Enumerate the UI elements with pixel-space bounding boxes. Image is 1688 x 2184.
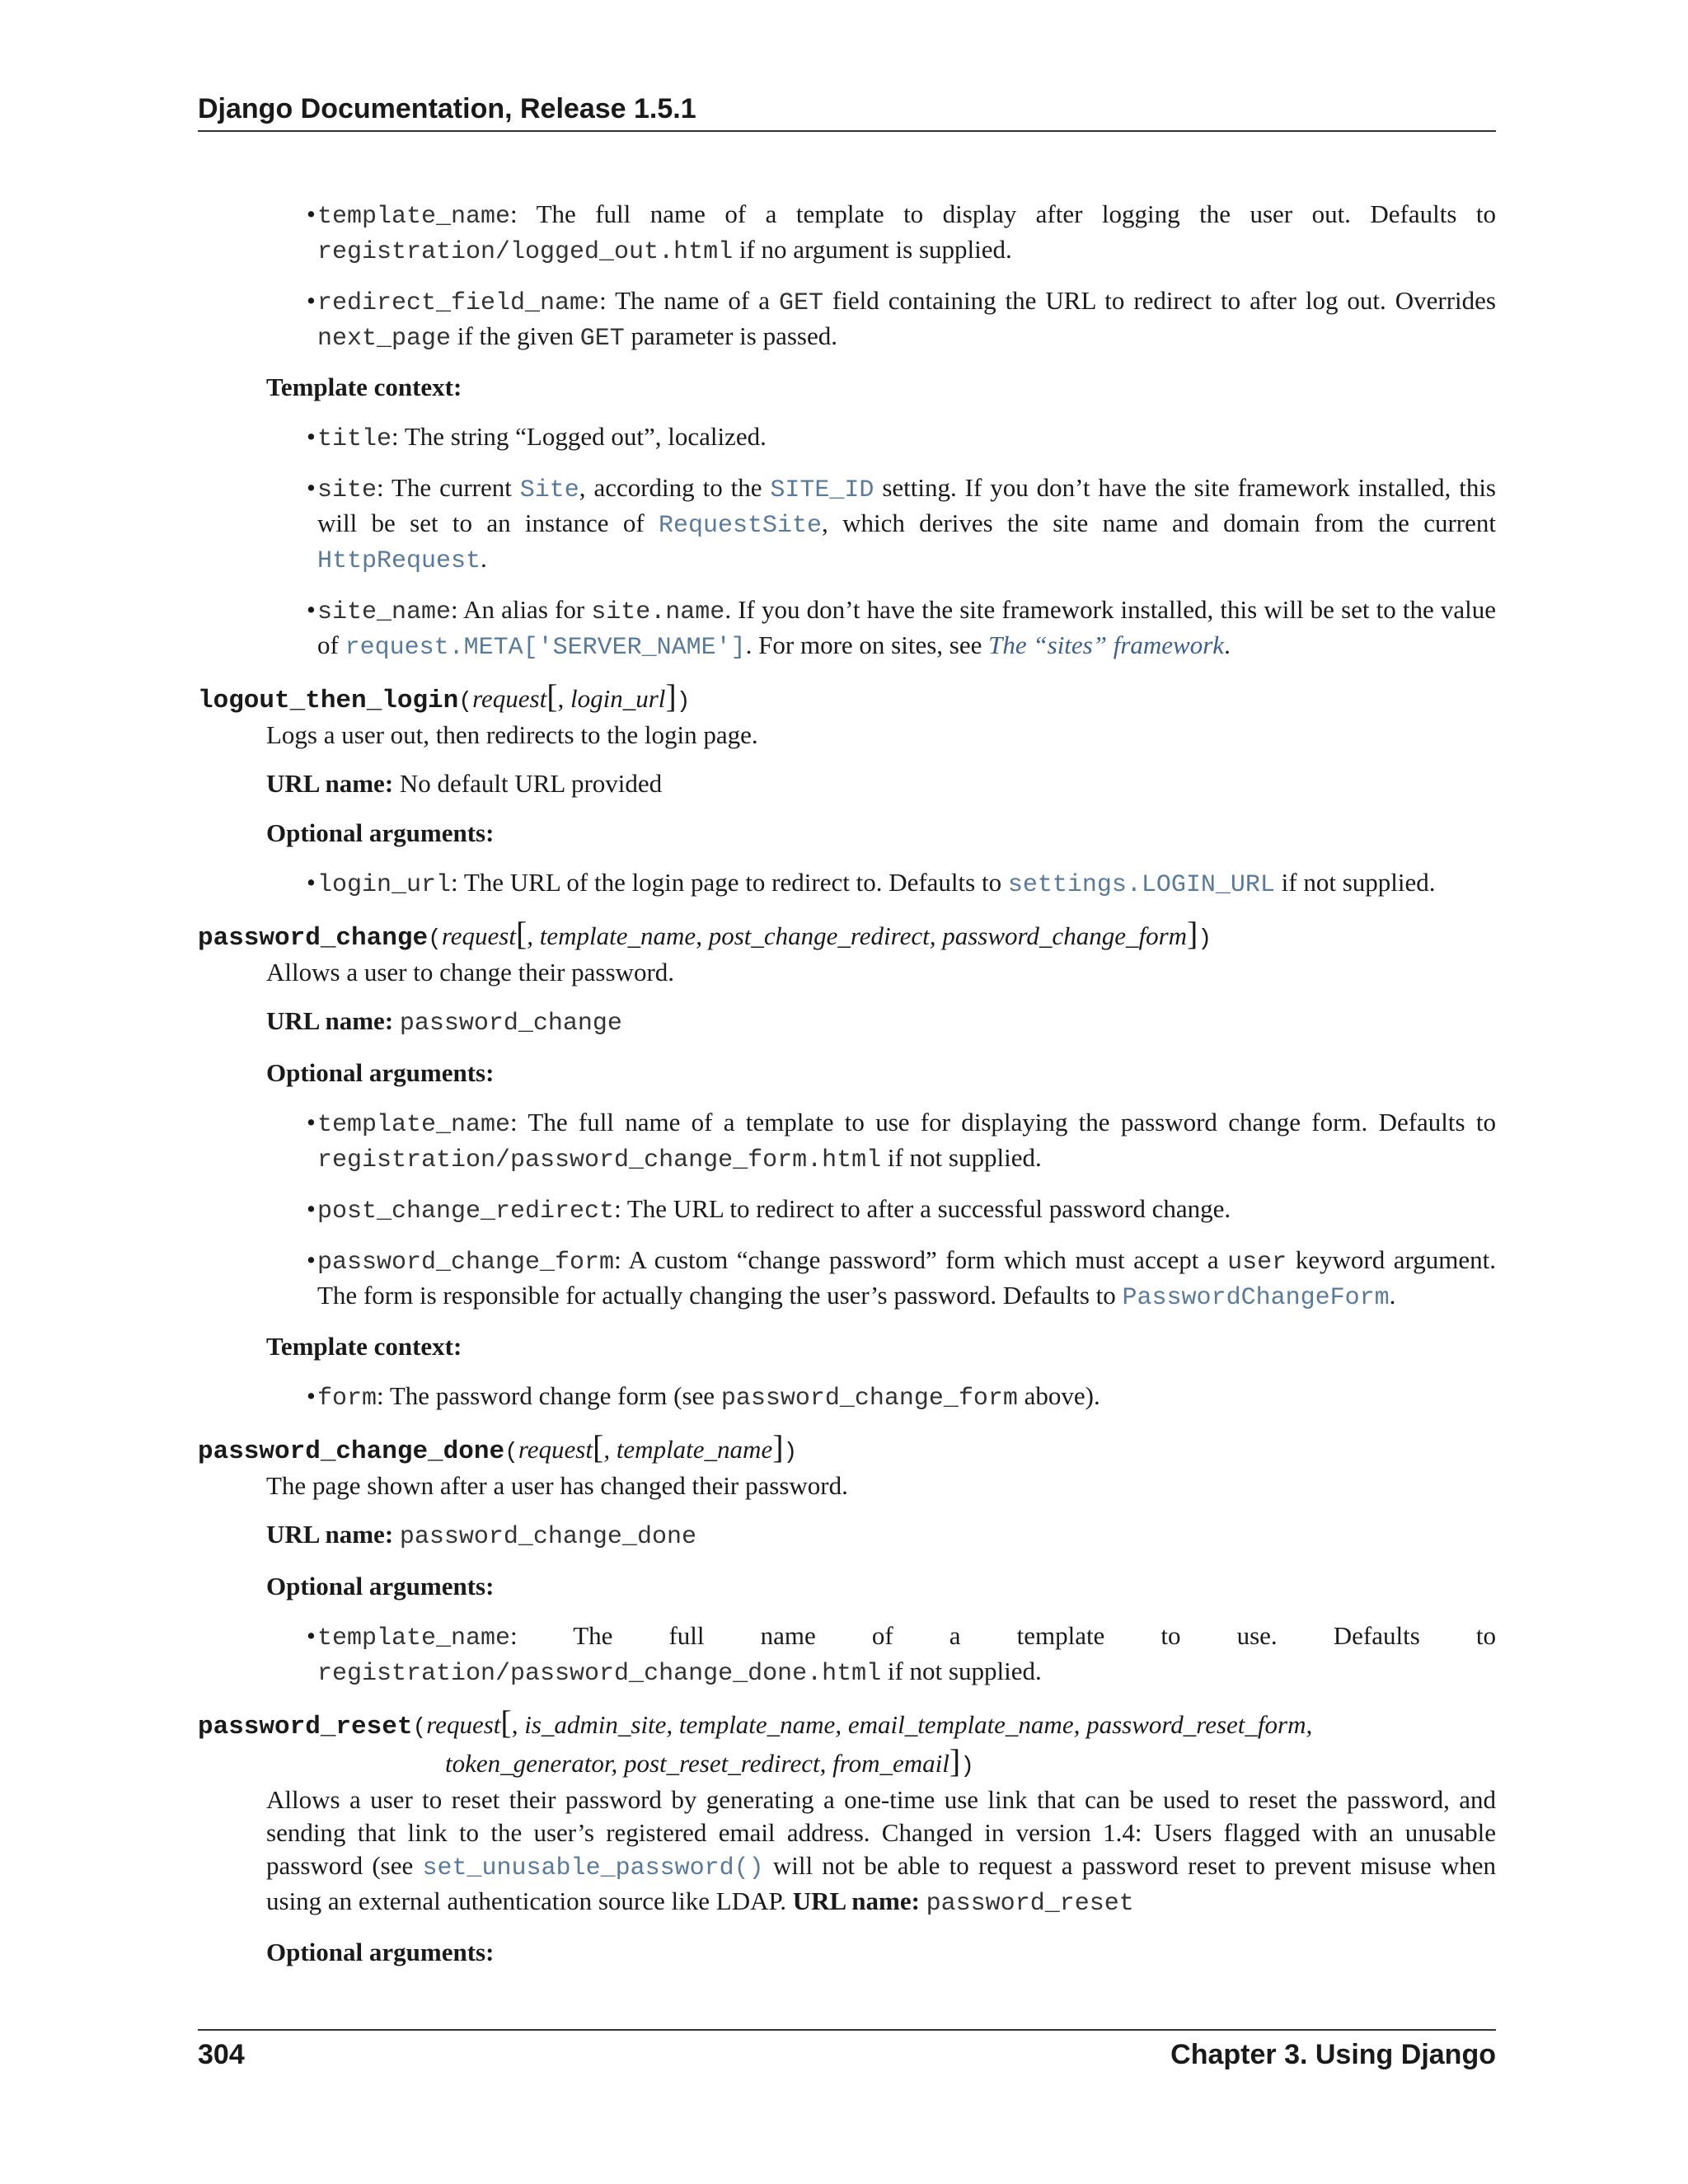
login-url-setting-link[interactable]: settings.LOGIN_URL	[1007, 871, 1275, 899]
set-unusable-password-link[interactable]: set_unusable_password()	[422, 1854, 764, 1882]
function-description: The page shown after a user has changed their password.	[266, 1471, 848, 1500]
list-item: • login_url: The URL of the login page to redirect to. Defaults to settings.LOGIN_URL if not supplied.	[317, 866, 1496, 902]
passwordchangeform-link[interactable]: PasswordChangeForm	[1122, 1284, 1390, 1312]
template-context-heading: Template context:	[266, 1332, 462, 1361]
requestsite-link[interactable]: RequestSite	[658, 512, 823, 540]
list-item: • title: The string “Logged out”, localized.	[317, 420, 1496, 456]
header-title: Django Documentation, Release 1.5.1	[198, 93, 696, 124]
list-item: • password_change_form: A custom “change password” form which must accept a user keyword argument. The form is responsible for actually changing the user’s password. Defaults to PasswordChangeForm.	[317, 1244, 1496, 1315]
list-item: • site_name: An alias for site.name. If you don’t have the site framework installed, this will be set to the value of request.META['SERVER_NAME']. For more on sites, see The “sites” framework.	[317, 593, 1496, 664]
chapter-title: Chapter 3. Using Django	[1170, 2039, 1496, 2070]
sites-framework-link[interactable]: The “sites” framework	[988, 630, 1225, 659]
function-description: Allows a user to reset their password by generating a one-time use link that can be used to reset the password, and sending that link to the user’s registered email address. Changed in version 1.4: Users flagged with an unusable password (see set_unusable_password() will not be able to request a password reset to prevent misuse when using an external authentication source like LDAP. URL name: password_reset	[266, 1785, 1497, 1918]
optional-arguments-heading: Optional arguments:	[266, 1572, 495, 1601]
function-signature-continuation: token_generator, post_reset_redirect, from_email])	[445, 1742, 974, 1779]
httprequest-link[interactable]: HttpRequest	[317, 547, 481, 575]
function-signature-password-reset: password_reset(request[, is_admin_site, template_name, email_template_name, password_reset_form,	[198, 1704, 1313, 1741]
optional-arguments-heading: Optional arguments:	[266, 1938, 495, 1966]
function-signature-logout-then-login: logout_then_login(request[, login_url])	[198, 677, 691, 715]
optional-arguments-heading: Optional arguments:	[266, 1058, 495, 1087]
url-name: URL name: password_change_done	[266, 1520, 696, 1551]
function-description: Allows a user to change their password.	[266, 958, 675, 987]
logout-context-list	[317, 420, 1496, 664]
function-signature-password-change: password_change(request[, template_name, post_change_redirect, password_change_form])	[198, 915, 1212, 953]
logout-then-login-args	[317, 866, 1496, 902]
url-name: URL name: No default URL provided	[266, 769, 663, 798]
list-item: • form: The password change form (see password_change_form above).	[317, 1380, 1496, 1415]
list-item: • template_name: The full name of a template to use for displaying the password change form. Defaults to registration/password_change_form.html if not supplied.	[317, 1106, 1496, 1177]
url-name: URL name: password_change	[266, 1006, 622, 1038]
password-change-done-args	[317, 1619, 1496, 1690]
page-number: 304	[198, 2039, 245, 2070]
server-name-link[interactable]: request.META['SERVER_NAME']	[345, 634, 746, 662]
site-link[interactable]: Site	[519, 476, 579, 504]
list-item: • redirect_field_name: The name of a GET field containing the URL to redirect to after log out. Overrides next_page if the given GET parameter is passed.	[317, 284, 1496, 355]
running-footer	[198, 2029, 1496, 2071]
password-change-context	[317, 1380, 1496, 1415]
template-context-heading: Template context:	[266, 373, 462, 401]
site-id-link[interactable]: SITE_ID	[770, 476, 874, 504]
running-header	[198, 91, 1496, 132]
function-description: Logs a user out, then redirects to the login page.	[266, 720, 758, 749]
list-item: • post_change_redirect: The URL to redirect to after a successful password change.	[317, 1193, 1496, 1228]
list-item: • site: The current Site, according to the SITE_ID setting. If you don’t have the site framework installed, this will be set to an instance of RequestSite, which derives the site name and domain from the current HttpRequest.	[317, 471, 1496, 578]
function-signature-password-change-done: password_change_done(request[, template_name])	[198, 1428, 798, 1466]
optional-arguments-heading: Optional arguments:	[266, 818, 495, 847]
page-content	[198, 198, 1496, 1985]
list-item: • template_name: The full name of a template to display after logging the user out. Defaults to registration/logged_out.html if no argument is supplied.	[317, 198, 1496, 269]
list-item: • template_name: The full name of a template to use. Defaults to registration/password_change_done.html if not supplied.	[317, 1619, 1496, 1690]
logout-optional-args	[317, 198, 1496, 355]
password-change-args	[317, 1106, 1496, 1315]
